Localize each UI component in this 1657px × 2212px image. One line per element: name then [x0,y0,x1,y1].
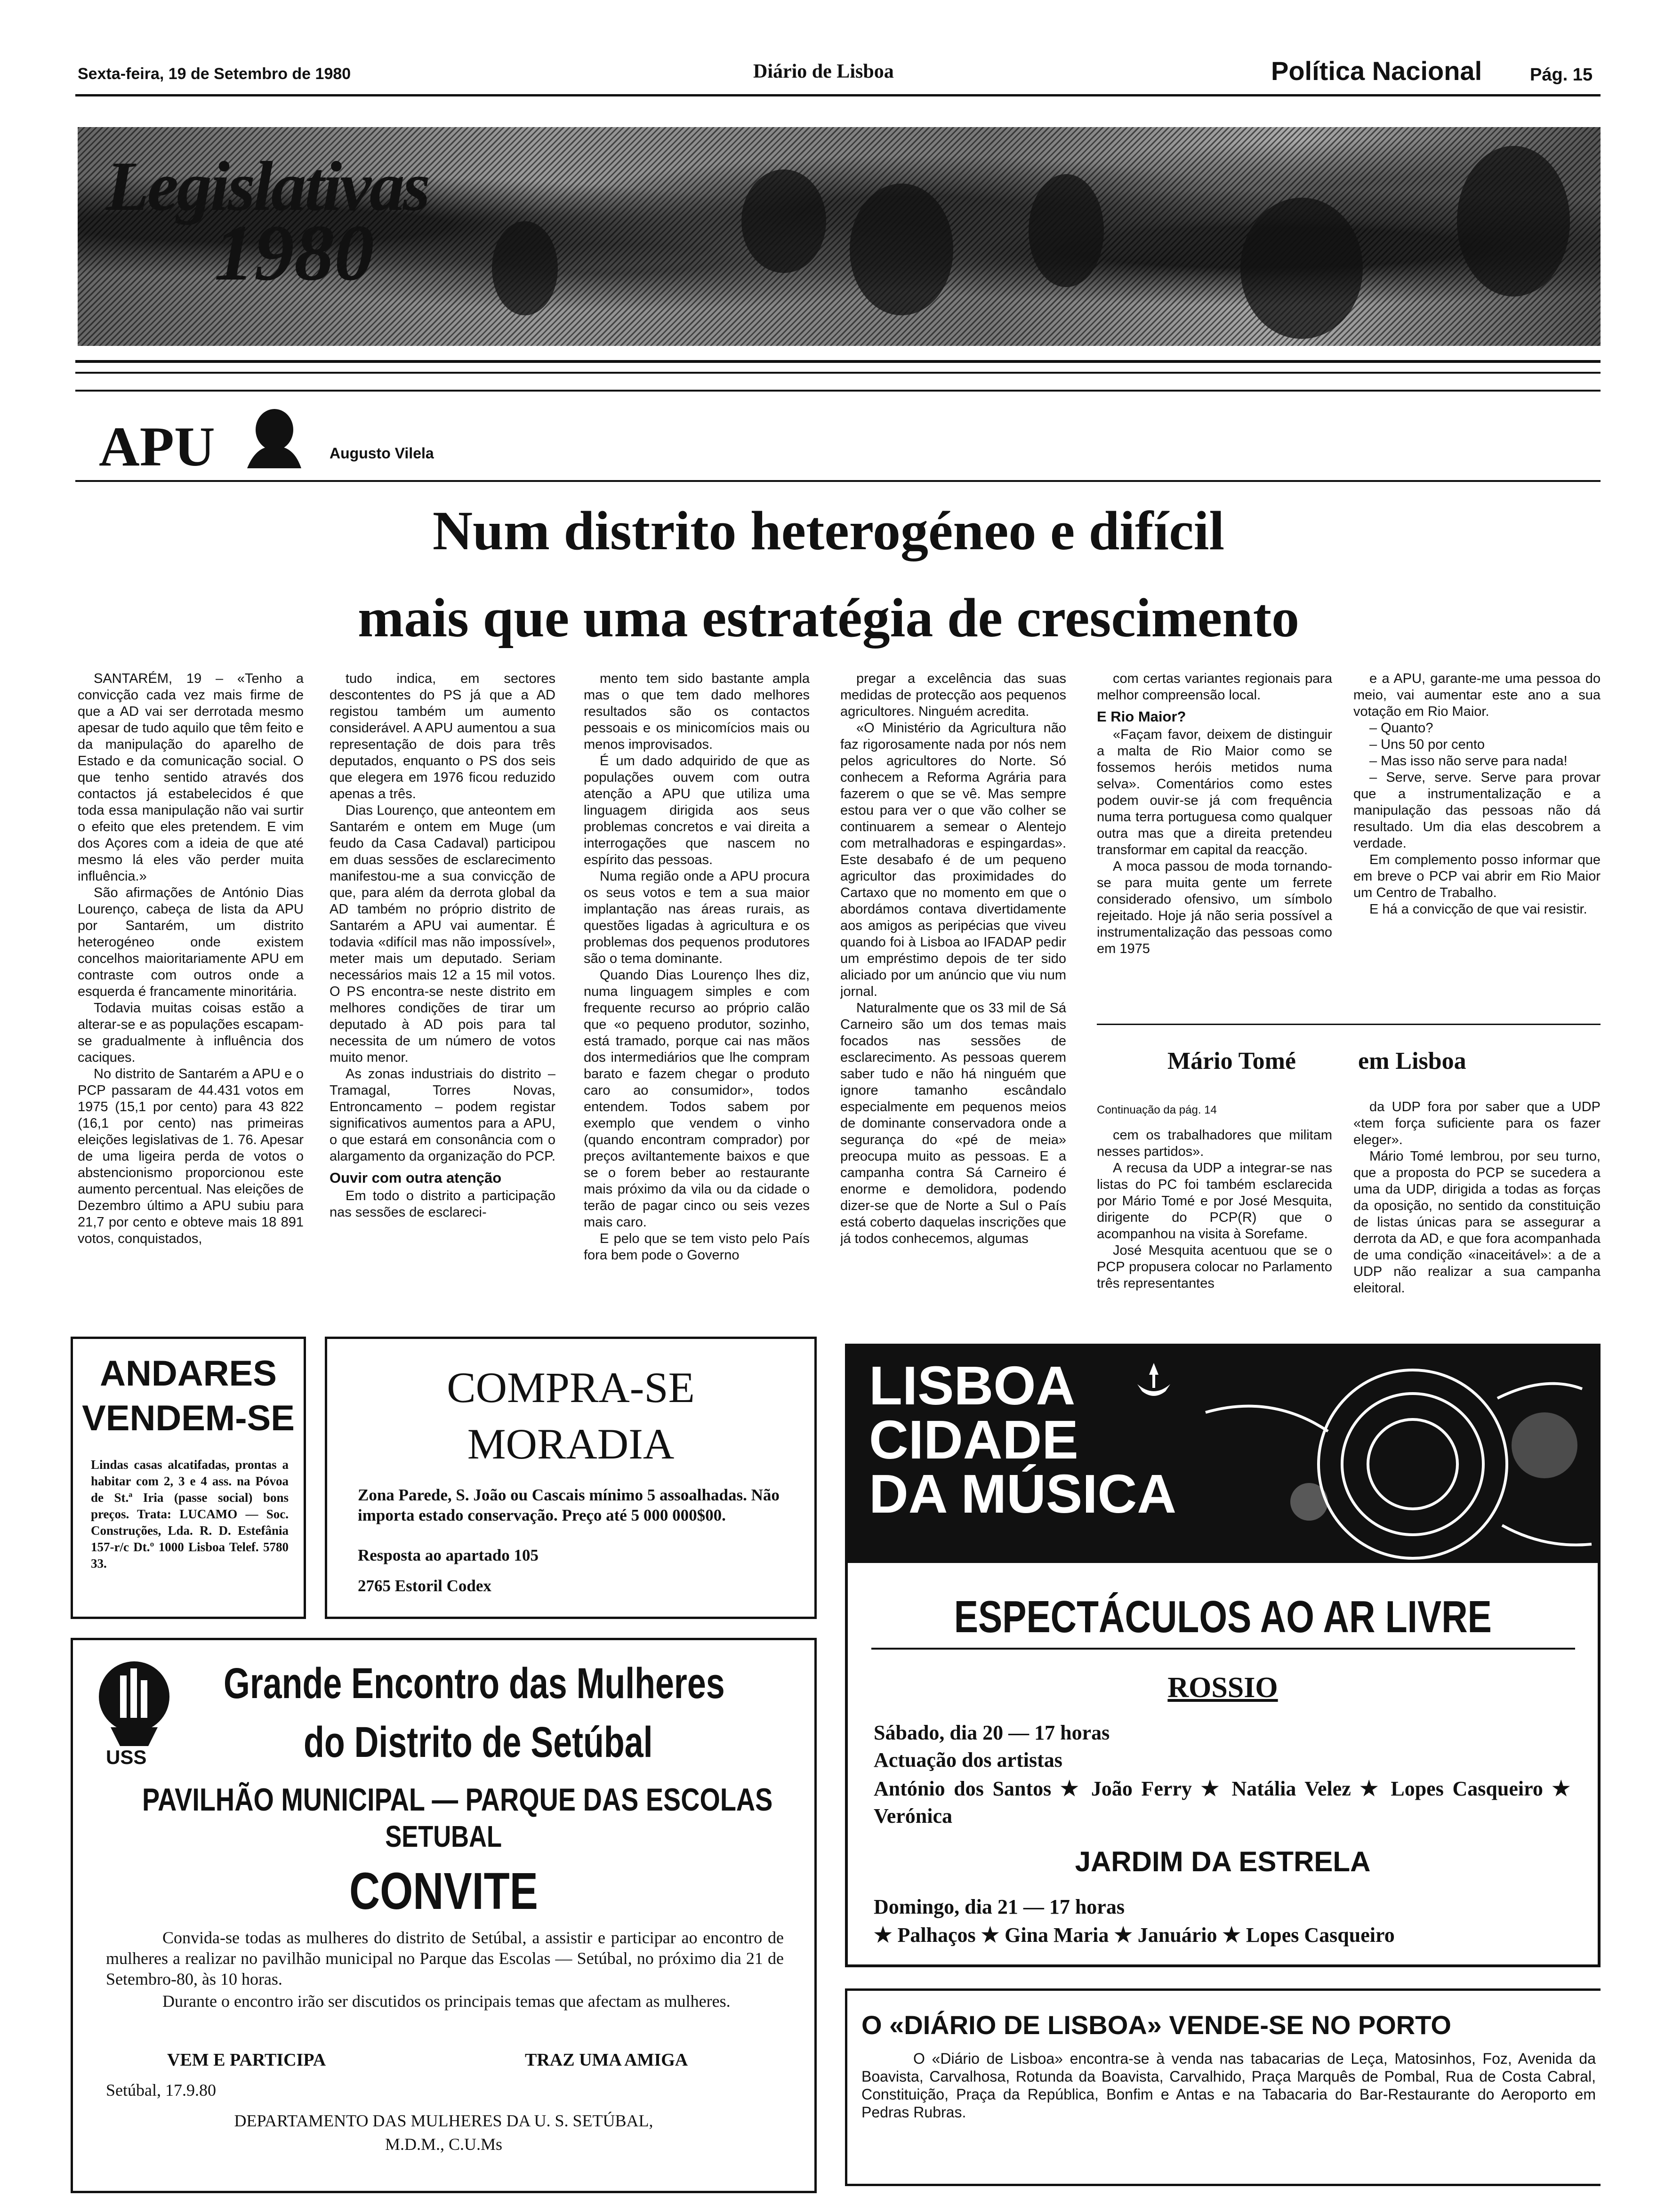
sidebar-paragraph: José Mesquita acentuou que se o PCP propusera colocar no Parlamento três representantes [1097,1243,1332,1291]
author-name: Augusto Vilela [330,445,434,462]
article-paragraph: Numa região onde a APU procura os seus votos e tem a sua maior implantação nas áreas rurais, as questões ligadas à agricultura e os problemas dos pequenos produtores são o tema dominante. [584,869,810,966]
porto-rule-top [845,1988,1601,1991]
ad-musica-artists-1: António dos Santos ★ João Ferry ★ Natália Velez ★ Lopes Casqueiro ★ Verónica [874,1777,1570,1827]
uss-logo-text: USS [106,1746,147,1768]
section-title: Política Nacional [1271,56,1482,86]
ad-mulheres-title-1-wrap [224,1659,866,1708]
ad-mulheres-signature-2: M.D.M., C.U.Ms [385,2135,503,2154]
ad-mulheres-para-1: Convida-se todas as mulheres do distrito de Setúbal, a assistir e participar ao encontro de mulheres a realizar no pavilhão municipal no Parque das Escolas — Setúbal, no próximo dia 21 de Setembro-80, às 10 horas. [106,1928,784,1988]
issue-date: Sexta-feira, 19 de Setembro de 1980 [78,65,351,83]
ad-musica-title-3: DA MÚSICA [869,1463,1177,1524]
party-label: APU [99,415,215,478]
ad-andares-body: Lindas casas alcatifadas, prontas a habitar com 2, 3 e 4 ass. na Póvoa de St.ª Iria (passe social) bons preços. Trata: LUCAMO — Soc. Construções, Lda. R. D. Estefânia 157-r/c Dt.º 1000 Lisboa Telef. 5780 33. [91,1458,289,1571]
article-paragraph: Em todo o distrito a participação nas sessões de esclareci- [330,1188,555,1220]
article-paragraph: – Mas isso não serve para nada! [1369,753,1568,769]
ad-musica-venue-2: JARDIM DA ESTRELA [1075,1846,1371,1877]
article-paragraph: Naturalmente que os 33 mil de Sá Carneiro são um dos temas mais focados nas sessões de esclarecimento. As pessoas querem saber tudo e não há ninguém que ignore tamanho escândalo especialmente em pequenos meios de dominante conservadora onde a segurança do «pé de meia» preocupa muito as pessoas. E a campanha contra Sá Carneiro é enorme e demolidora, podendo dizer-se que de Norte a Sul o País está coberto daquelas inscrições que já todos conhecemos, algumas [840,1001,1066,1246]
ad-mulheres-venue-2: SETUBAL [385,1819,502,1853]
headline-line-2: mais que uma estratégia de crescimento [357,587,1300,649]
ad-musica-title-1: LISBOA [869,1355,1076,1416]
banner-photo [78,127,1601,346]
banner-rule-3 [75,390,1601,392]
page-number: Pág. 15 [1530,65,1593,85]
article-paragraph: Em complemento posso informar que em breve o PCP vai abrir em Rio Maior um Centro de Trabalho. [1353,852,1601,900]
article-paragraph: com certas variantes regionais para melhor compreensão local. [1097,671,1332,703]
ad-mulheres-date: Setúbal, 17.9.80 [106,2081,216,2100]
ad-musica-venue-1: ROSSIO [1167,1672,1278,1704]
ad-moradia-title-1: COMPRA-SE [447,1363,695,1411]
article-paragraph: É um dado adquirido de que as populações ouvem com outra atenção a APU que utiliza uma linguagem dirigida aos seus problemas concretos e vai direita a interrogações que nascem no espírito das pessoas. [584,753,810,867]
sidebar-title-1: Mário Tomé [1167,1048,1296,1074]
article-paragraph: mento tem sido bastante ampla mas o que tem dado melhores resultados são os contactos pessoais e os minicomícios mais ou menos improvisados. [584,671,810,752]
ad-andares-title-2: VENDEM-SE [82,1398,295,1438]
article-paragraph: No distrito de Santarém a APU e o PCP passaram de 44.431 votos em 1975 (15,1 por cento) para 43 822 (16,1 por cento) nas primeiras eleições legislativas de 1. 76. Apesar de uma ligeira perda de votos o abstencionismo proporcionou este aumento percentual. Nas eleições de Dezembro último a APU subiu para 21,7 por cento e obteve mais 18 891 votos, conquistados, [78,1066,304,1246]
article-paragraph: E há a convicção de que vai resistir. [1369,902,1587,917]
porto-notice-title: O «DIÁRIO DE LISBOA» VENDE-SE NO PORTO [861,2010,1451,2040]
headline-line-1: Num distrito heterogéneo e difícil [432,500,1225,561]
article-subheading: E Rio Maior? [1097,708,1186,725]
article-paragraph: – Serve, serve. Serve para provar que a instrumentalização e a manipulação das pessoas não dá resultado. Um dia elas descobrem a verdade. [1353,770,1601,851]
ad-andares-title-1: ANDARES [100,1354,277,1394]
ad-mulheres [71,1638,817,2193]
article-paragraph: e a APU, garante-me uma pessoa do meio, vai aumentar este ano a sua votação em Rio Maior. [1353,671,1601,719]
article-subheading: Ouvir com outra atenção [330,1170,502,1186]
sidebar-paragraph: Mário Tomé lembrou, por seu turno, que a proposta do PCP se sucedera a uma da UDP, dirigida a todas as forças da oposição, no sentido da constituição de listas únicas para se assegurar a derrota da AD, e que fora acompanhada de uma condição «inaceitável»: a de a UDP não realizar a sua campanha eleitoral. [1353,1149,1601,1296]
ad-mulheres-slogan-left: VEM E PARTICIPA [167,2050,326,2070]
sidebar-column-a [1097,1127,1332,1315]
article-paragraph: «O Ministério da Agricultura não faz rigorosamente nada por nós nem pelos agricultores do Norte. Só conhecem a Reforma Agrária para fazerem o que se vê. Mas sempre estou para ver o que vão colher se continuarem a semear o Alentejo com metralhadoras e espingardas». Este desabafo é de um pequeno agricultor das proximidades do Cartaxo que no momento em que o abordámos contava divertidamente aos amigos as peripécias que viveu quando foi à Lisboa ao IFADAP pedir um empréstimo depois de ter sido aliciado por um anúncio que viu num jornal. [840,721,1066,999]
article-column-2 [330,671,555,1311]
article-paragraph: São afirmações de António Dias Lourenço, cabeça de lista da APU por Santarém, um distrito heterogéneo onde existem concelhos maioritariamente APU em contraste com outros onde a esquerda é francamente minoritária. [78,885,304,999]
article-column-6 [1353,671,1601,1000]
article-paragraph: pregar a excelência das suas medidas de protecção aos pequenos agricultores. Ninguém acredita. [840,671,1066,719]
ad-musica-title-2: CIDADE [869,1409,1078,1470]
article-paragraph: Dias Lourenço, que anteontem em Santarém e ontem em Muge (um feudo da Casa Cadaval) participou em duas sessões de esclarecimento manifestou-me a sua convicção de que, para além da derrota global da AD também no próprio distrito de Santarém a APU vai aumentar. É todavia «difícil mas não impossível», meter mais um deputado. Seriam necessários mais 12 a 15 mil votos. O PS encontra-se neste distrito em melhores condições de tirar um deputado à AD pois para tal necessita de um número de votos muito menor. [330,803,555,1065]
ad-musica [845,1344,1601,1967]
ad-mulheres-para-2: Durante o encontro irão ser discutidos os principais temas que afectam as mulheres. [162,1992,731,2011]
ad-moradia-line-2: Resposta ao apartado 105 [358,1546,539,1564]
article-paragraph: As zonas industriais do distrito – Tramagal, Torres Novas, Entroncamento – podem registar significativos aumentos para a APU, o que estará em consonância com o alargamento da organização do PCP. [330,1066,555,1164]
ad-moradia-title-2: MORADIA [467,1420,675,1468]
masthead: Diário de Lisboa [753,61,894,82]
author-portrait [238,407,304,468]
header-rule [75,94,1601,96]
ad-musica-subtitle: ESPECTÁCULOS AO AR LIVRE [954,1592,1492,1642]
article-paragraph: Todavia muitas coisas estão a alterar-se e as populações escapam-se gradualmente à influência dos caciques. [78,1001,304,1065]
article-paragraph: – Quanto? [1369,721,1433,736]
article-paragraph: SANTARÉM, 19 – «Tenho a convicção cada vez mais firme de que a AD vai ser derrotada mesmo apesar de tudo aquilo que têm feito e da manipulação do aparelho de Estado e da comunicação social. O que tenho sentido através dos contactos já estabelecidos é que toda essa manipulação não vai surtir o efeito que eles pretendem. E vim dos Açores com a ideia de que até mesmo lá eles vão perder muita influência.» [78,671,304,884]
ad-mulheres-signature-1: DEPARTAMENTO DAS MULHERES DA U. S. SETÚBAL, [234,2111,653,2130]
article-paragraph: Quando Dias Lourenço lhes diz, numa linguagem simples e com frequente recurso ao próprio calão que «o pequeno produtor, sozinho, está tramado, porque cai nas mãos dos intermediários que lhe compram barato e fazem chegar o produto caro ao consumidor», todos entendem. Todos sabem por exemplo que vendem o vinho (quando encontram comprador) por preços aviltantemente baixos e que se o forem beber ao restaurante mais próximo da vila ou da cidade o terão de pagar cinco ou seis vezes mais caro. [584,968,810,1230]
ad-mulheres-venue-1-wrap [73,1781,814,1818]
uss-logo [92,1657,177,1768]
sidebar-paragraph: cem os trabalhadores que militam nesses partidos». [1097,1128,1332,1159]
ad-mulheres-venue-2-wrap [73,1819,814,1854]
article-column-3 [584,671,810,1311]
lisbon-city-emblem-icon [1133,1361,1175,1403]
ad-mulheres-venue-1: PAVILHÃO MUNICIPAL — PARQUE DAS ESCOLAS [142,1782,773,1818]
article-paragraph: – Uns 50 por cento [1369,737,1485,752]
article-paragraph: A moca passou de moda tornando-se para muita gente um ferrete considerado ofensivo, um símbolo rejeitado. Hoje já não seria possível a instrumentalização das pessoas como em 1975 [1097,859,1332,956]
article-column-5 [1097,671,1332,1000]
sidebar-paragraph: A recusa da UDP a integrar-se nas listas do PC foi também esclarecida por Mário Tomé e por José Mesquita, dirigente do PCP(R) que o acompanhou na visita à Sorefame. [1097,1161,1332,1242]
ad-moradia [325,1337,817,1619]
article-column-4 [840,671,1066,1311]
ad-musica-subtitle-wrap [848,1591,1598,1643]
article-paragraph: E pelo que se tem visto pelo País fora bem pode o Governo [584,1231,810,1263]
sidebar-rule [1097,1024,1601,1025]
ad-musica-poster [848,1346,1598,1563]
ad-musica-when-1: Sábado, dia 20 — 17 horas [874,1721,1110,1744]
article-column-1 [78,671,304,1311]
ad-mulheres-title-2-wrap [304,1718,751,1767]
ad-moradia-line-3: 2765 Estoril Codex [358,1577,491,1595]
ad-moradia-line-1: Zona Parede, S. João ou Cascais mínimo 5 assoalhadas. Não importa estado conservação. Preço até 5 000 000$00. [358,1486,780,1524]
sidebar-title-2: em Lisboa [1358,1048,1466,1074]
ad-mulheres-slogan-right: TRAZ UMA AMIGA [525,2050,688,2070]
sidebar-continued: Continuação da pág. 14 [1097,1104,1217,1116]
ad-mulheres-convite: CONVITE [349,1862,538,1920]
sidebar-paragraph: da UDP fora por saber que a UDP «tem força suficiente para os fazer eleger». [1353,1099,1601,1147]
ad-musica-what-1: Actuação dos artistas [874,1748,1062,1771]
ad-musica-rule [871,1648,1575,1650]
porto-notice-body: O «Diário de Lisboa» encontra-se à venda nas tabacarias de Leça, Matosinhos, Foz, Avenida da Boavista, Carvalhosa, Rotunda da Boavista, Carvalhido, Praça Marquês de Pombal, Rua de Costa Cabral, Constituição, Praça da República, Bonfim e Antas e na Tabacaria do Bar-Restaurante do Aeroporto em Pedras Rubras. [861,2050,1596,2121]
ad-andares [71,1337,306,1619]
ad-mulheres-title-2: do Distrito de Setúbal [304,1718,653,1766]
uss-logo-icon [92,1657,177,1751]
article-rule [75,480,1601,482]
banner-year: 1980 [214,208,374,297]
porto-rule-bottom [845,2184,1601,2186]
banner-rule-2 [75,372,1601,374]
ad-mulheres-convite-wrap [73,1861,814,1921]
ad-mulheres-title-1: Grande Encontro das Mulheres [224,1659,725,1707]
article-paragraph: «Façam favor, deixem de distinguir a malta de Rio Maior como se fossemos heróis metidos numa selva». Comentários como estes podem ouvir-se já com frequência numa terra portuguesa como qualquer outra mas que a direita pretendeu transformar em capital da reacção. [1097,727,1332,858]
ad-musica-artists-2: ★ Palhaços ★ Gina Maria ★ Januário ★ Lopes Casqueiro [874,1923,1395,1947]
banner-word: Legislativas [106,147,429,225]
sidebar-column-b [1353,1099,1601,1315]
article-paragraph: tudo indica, em sectores descontentes do PS já que a AD registou também um aumento considerável. A APU aumentou a sua representação de dois para três deputados, enquanto o PS dos seis que elegera em 1976 ficou reduzido apenas a três. [330,671,555,801]
ad-musica-when-2: Domingo, dia 21 — 17 horas [874,1895,1125,1918]
banner-rule-1 [75,360,1601,363]
porto-rule-left [845,1988,847,2186]
